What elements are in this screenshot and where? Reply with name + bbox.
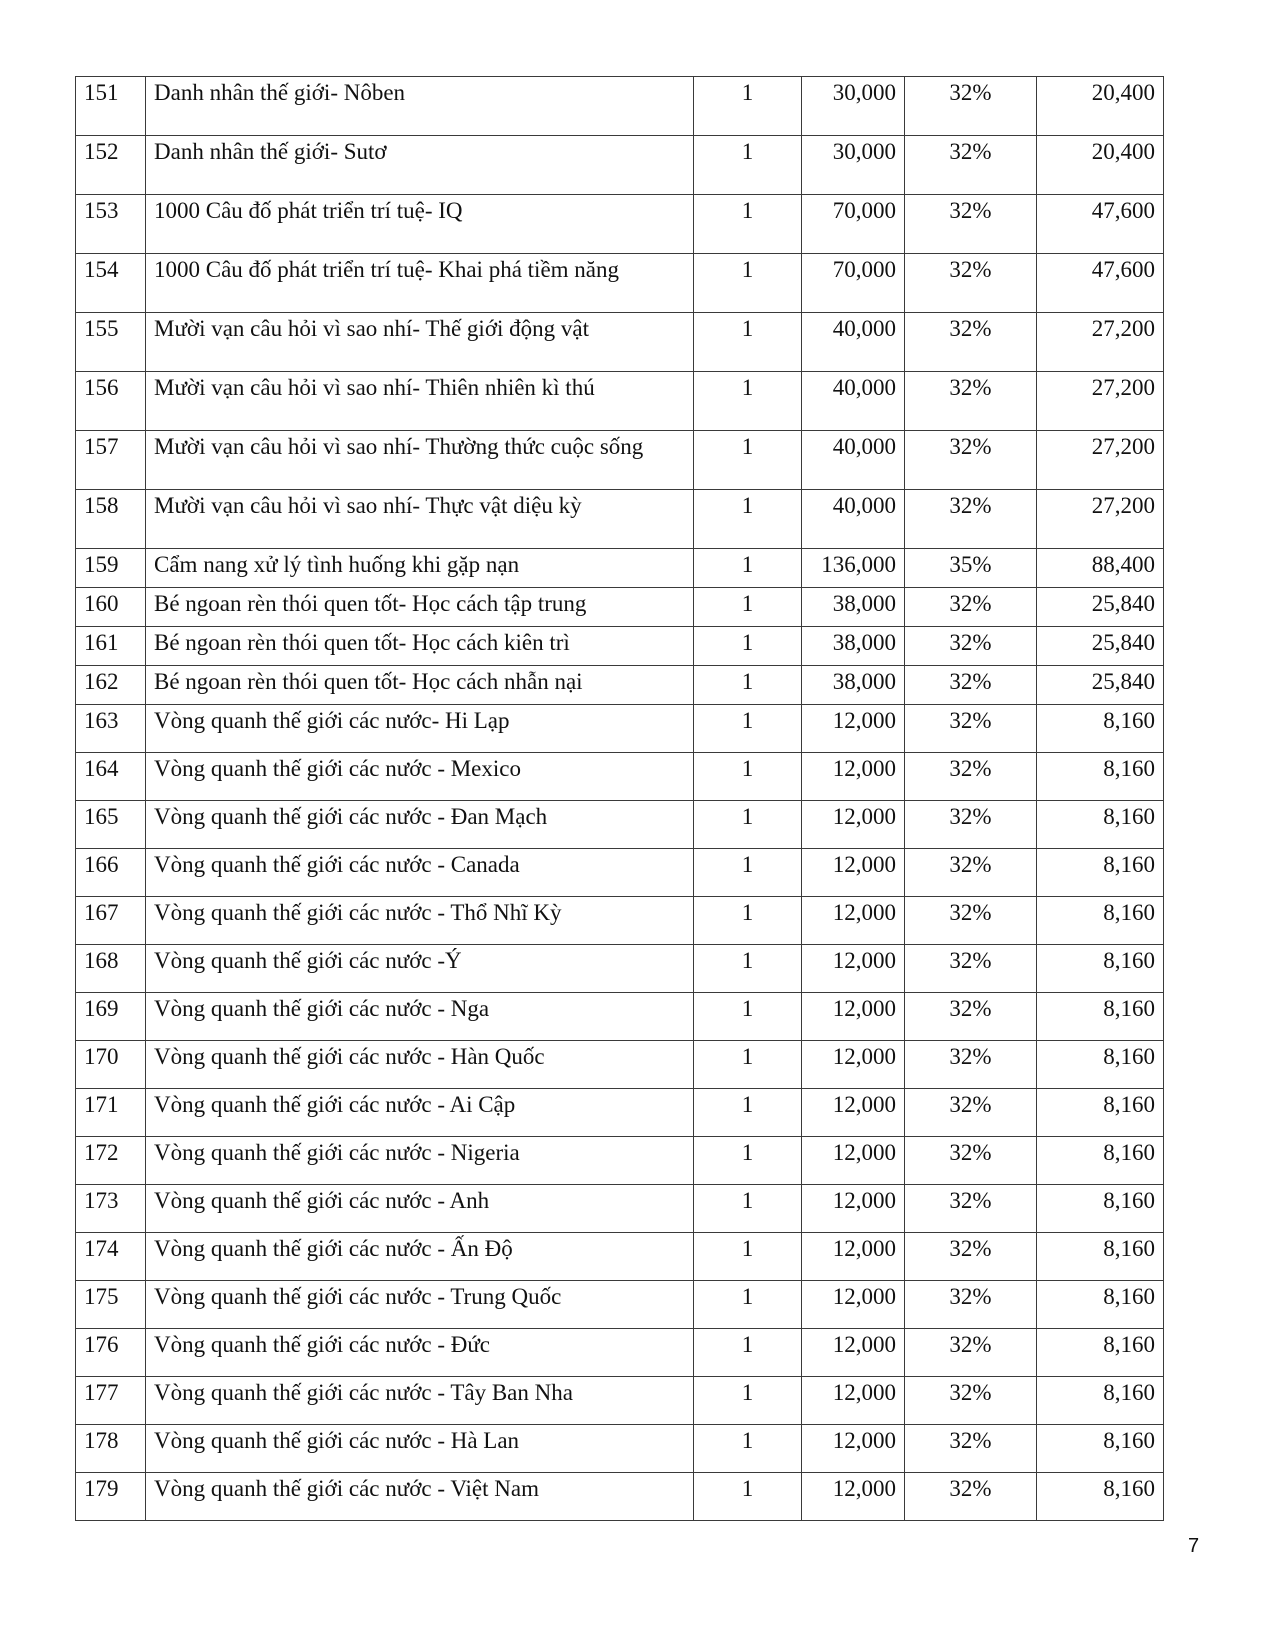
table-row	[76, 849, 1164, 897]
total-amount-cell: 8,160	[1037, 1233, 1164, 1281]
total-amount-cell: 25,840	[1037, 588, 1164, 627]
book-title-cell: Vòng quanh thế giới các nước - Anh	[146, 1185, 694, 1233]
table-row	[76, 372, 1164, 431]
book-title-cell: Bé ngoan rèn thói quen tốt- Học cách kiên trì	[146, 627, 694, 666]
quantity-cell: 1	[694, 945, 802, 993]
book-title-cell: Vòng quanh thế giới các nước - Hà Lan	[146, 1425, 694, 1473]
total-amount-cell: 8,160	[1037, 1329, 1164, 1377]
book-title-cell: Bé ngoan rèn thói quen tốt- Học cách nhẫn nại	[146, 666, 694, 705]
table-row	[76, 549, 1164, 588]
row-number-cell: 157	[76, 431, 146, 490]
table-row	[76, 1425, 1164, 1473]
row-number-cell: 167	[76, 897, 146, 945]
row-number-cell: 153	[76, 195, 146, 254]
quantity-cell: 1	[694, 254, 802, 313]
total-amount-cell: 27,200	[1037, 490, 1164, 549]
total-amount-cell: 8,160	[1037, 993, 1164, 1041]
discount-rate-cell: 32%	[905, 1425, 1037, 1473]
discount-rate-cell: 32%	[905, 1137, 1037, 1185]
discount-rate-cell: 32%	[905, 1089, 1037, 1137]
quantity-cell: 1	[694, 1041, 802, 1089]
quantity-cell: 1	[694, 1473, 802, 1521]
book-title-cell: 1000 Câu đố phát triển trí tuệ- IQ	[146, 195, 694, 254]
row-number-cell: 178	[76, 1425, 146, 1473]
total-amount-cell: 47,600	[1037, 195, 1164, 254]
table-row	[76, 431, 1164, 490]
table-row	[76, 627, 1164, 666]
book-title-cell: Mười vạn câu hỏi vì sao nhí- Thiên nhiên kì thú	[146, 372, 694, 431]
quantity-cell: 1	[694, 801, 802, 849]
total-amount-cell: 8,160	[1037, 945, 1164, 993]
unit-price-cell: 38,000	[802, 666, 905, 705]
book-title-cell: Vòng quanh thế giới các nước - Ấn Độ	[146, 1233, 694, 1281]
unit-price-cell: 12,000	[802, 993, 905, 1041]
quantity-cell: 1	[694, 195, 802, 254]
total-amount-cell: 8,160	[1037, 1041, 1164, 1089]
unit-price-cell: 12,000	[802, 1137, 905, 1185]
total-amount-cell: 27,200	[1037, 313, 1164, 372]
table-row	[76, 1089, 1164, 1137]
unit-price-cell: 12,000	[802, 1089, 905, 1137]
discount-rate-cell: 32%	[905, 753, 1037, 801]
unit-price-cell: 40,000	[802, 372, 905, 431]
table-row	[76, 588, 1164, 627]
unit-price-cell: 12,000	[802, 897, 905, 945]
quantity-cell: 1	[694, 136, 802, 195]
discount-rate-cell: 32%	[905, 627, 1037, 666]
discount-rate-cell: 35%	[905, 549, 1037, 588]
row-number-cell: 168	[76, 945, 146, 993]
book-title-cell: Danh nhân thế giới- Sutơ	[146, 136, 694, 195]
unit-price-cell: 12,000	[802, 1377, 905, 1425]
quantity-cell: 1	[694, 705, 802, 753]
discount-rate-cell: 32%	[905, 77, 1037, 136]
quantity-cell: 1	[694, 372, 802, 431]
unit-price-cell: 40,000	[802, 490, 905, 549]
table-row	[76, 897, 1164, 945]
table-row	[76, 1137, 1164, 1185]
total-amount-cell: 8,160	[1037, 1185, 1164, 1233]
book-title-cell: Bé ngoan rèn thói quen tốt- Học cách tập trung	[146, 588, 694, 627]
row-number-cell: 158	[76, 490, 146, 549]
book-price-table	[75, 76, 1164, 1521]
row-number-cell: 160	[76, 588, 146, 627]
discount-rate-cell: 32%	[905, 372, 1037, 431]
quantity-cell: 1	[694, 849, 802, 897]
discount-rate-cell: 32%	[905, 1041, 1037, 1089]
unit-price-cell: 12,000	[802, 849, 905, 897]
total-amount-cell: 8,160	[1037, 1377, 1164, 1425]
row-number-cell: 163	[76, 705, 146, 753]
table-row	[76, 1329, 1164, 1377]
total-amount-cell: 47,600	[1037, 254, 1164, 313]
table-row	[76, 945, 1164, 993]
table-row	[76, 1185, 1164, 1233]
unit-price-cell: 12,000	[802, 1425, 905, 1473]
quantity-cell: 1	[694, 588, 802, 627]
quantity-cell: 1	[694, 431, 802, 490]
quantity-cell: 1	[694, 1185, 802, 1233]
row-number-cell: 152	[76, 136, 146, 195]
book-title-cell: Vòng quanh thế giới các nước - Trung Quốc	[146, 1281, 694, 1329]
book-title-cell: Vòng quanh thế giới các nước - Tây Ban Nha	[146, 1377, 694, 1425]
quantity-cell: 1	[694, 753, 802, 801]
discount-rate-cell: 32%	[905, 897, 1037, 945]
row-number-cell: 159	[76, 549, 146, 588]
quantity-cell: 1	[694, 1329, 802, 1377]
discount-rate-cell: 32%	[905, 705, 1037, 753]
discount-rate-cell: 32%	[905, 588, 1037, 627]
discount-rate-cell: 32%	[905, 195, 1037, 254]
row-number-cell: 171	[76, 1089, 146, 1137]
table-row	[76, 254, 1164, 313]
unit-price-cell: 136,000	[802, 549, 905, 588]
quantity-cell: 1	[694, 549, 802, 588]
discount-rate-cell: 32%	[905, 1377, 1037, 1425]
table-row	[76, 136, 1164, 195]
unit-price-cell: 70,000	[802, 195, 905, 254]
discount-rate-cell: 32%	[905, 490, 1037, 549]
table-row	[76, 801, 1164, 849]
total-amount-cell: 27,200	[1037, 372, 1164, 431]
total-amount-cell: 8,160	[1037, 801, 1164, 849]
row-number-cell: 173	[76, 1185, 146, 1233]
unit-price-cell: 70,000	[802, 254, 905, 313]
quantity-cell: 1	[694, 993, 802, 1041]
table-row	[76, 1281, 1164, 1329]
quantity-cell: 1	[694, 490, 802, 549]
book-title-cell: Vòng quanh thế giới các nước- Hi Lạp	[146, 705, 694, 753]
quantity-cell: 1	[694, 1377, 802, 1425]
unit-price-cell: 12,000	[802, 1185, 905, 1233]
total-amount-cell: 8,160	[1037, 1425, 1164, 1473]
table-row	[76, 195, 1164, 254]
row-number-cell: 161	[76, 627, 146, 666]
table-row	[76, 1473, 1164, 1521]
book-title-cell: Vòng quanh thế giới các nước -Ý	[146, 945, 694, 993]
total-amount-cell: 8,160	[1037, 705, 1164, 753]
row-number-cell: 170	[76, 1041, 146, 1089]
discount-rate-cell: 32%	[905, 313, 1037, 372]
table-row	[76, 753, 1164, 801]
total-amount-cell: 8,160	[1037, 753, 1164, 801]
quantity-cell: 1	[694, 666, 802, 705]
discount-rate-cell: 32%	[905, 1185, 1037, 1233]
table-row	[76, 1377, 1164, 1425]
row-number-cell: 156	[76, 372, 146, 431]
table-row	[76, 705, 1164, 753]
row-number-cell: 162	[76, 666, 146, 705]
discount-rate-cell: 32%	[905, 945, 1037, 993]
row-number-cell: 169	[76, 993, 146, 1041]
discount-rate-cell: 32%	[905, 1329, 1037, 1377]
row-number-cell: 177	[76, 1377, 146, 1425]
unit-price-cell: 30,000	[802, 136, 905, 195]
table-row	[76, 1041, 1164, 1089]
total-amount-cell: 8,160	[1037, 1473, 1164, 1521]
quantity-cell: 1	[694, 1281, 802, 1329]
table-row	[76, 77, 1164, 136]
book-title-cell: Vòng quanh thế giới các nước - Đan Mạch	[146, 801, 694, 849]
quantity-cell: 1	[694, 1137, 802, 1185]
table-row	[76, 993, 1164, 1041]
quantity-cell: 1	[694, 1089, 802, 1137]
total-amount-cell: 88,400	[1037, 549, 1164, 588]
row-number-cell: 174	[76, 1233, 146, 1281]
page-number: 7	[1188, 1535, 1200, 1557]
book-title-cell: Mười vạn câu hỏi vì sao nhí- Thường thức cuộc sống	[146, 431, 694, 490]
quantity-cell: 1	[694, 1425, 802, 1473]
book-title-cell: Vòng quanh thế giới các nước - Hàn Quốc	[146, 1041, 694, 1089]
row-number-cell: 164	[76, 753, 146, 801]
unit-price-cell: 38,000	[802, 627, 905, 666]
unit-price-cell: 12,000	[802, 1233, 905, 1281]
book-title-cell: 1000 Câu đố phát triển trí tuệ- Khai phá tiềm năng	[146, 254, 694, 313]
quantity-cell: 1	[694, 1233, 802, 1281]
book-title-cell: Vòng quanh thế giới các nước - Việt Nam	[146, 1473, 694, 1521]
book-title-cell: Cẩm nang xử lý tình huống khi gặp nạn	[146, 549, 694, 588]
total-amount-cell: 25,840	[1037, 666, 1164, 705]
quantity-cell: 1	[694, 627, 802, 666]
row-number-cell: 155	[76, 313, 146, 372]
row-number-cell: 175	[76, 1281, 146, 1329]
book-title-cell: Mười vạn câu hỏi vì sao nhí- Thực vật diệu kỳ	[146, 490, 694, 549]
row-number-cell: 179	[76, 1473, 146, 1521]
book-title-cell: Vòng quanh thế giới các nước - Ai Cập	[146, 1089, 694, 1137]
total-amount-cell: 8,160	[1037, 1089, 1164, 1137]
discount-rate-cell: 32%	[905, 254, 1037, 313]
total-amount-cell: 20,400	[1037, 77, 1164, 136]
unit-price-cell: 40,000	[802, 431, 905, 490]
row-number-cell: 151	[76, 77, 146, 136]
quantity-cell: 1	[694, 77, 802, 136]
table-row	[76, 1233, 1164, 1281]
book-title-cell: Danh nhân thế giới- Nôben	[146, 77, 694, 136]
unit-price-cell: 38,000	[802, 588, 905, 627]
unit-price-cell: 12,000	[802, 753, 905, 801]
quantity-cell: 1	[694, 313, 802, 372]
total-amount-cell: 8,160	[1037, 849, 1164, 897]
book-title-cell: Vòng quanh thế giới các nước - Nga	[146, 993, 694, 1041]
unit-price-cell: 12,000	[802, 705, 905, 753]
discount-rate-cell: 32%	[905, 1233, 1037, 1281]
unit-price-cell: 12,000	[802, 945, 905, 993]
unit-price-cell: 12,000	[802, 1281, 905, 1329]
unit-price-cell: 12,000	[802, 801, 905, 849]
total-amount-cell: 25,840	[1037, 627, 1164, 666]
total-amount-cell: 20,400	[1037, 136, 1164, 195]
discount-rate-cell: 32%	[905, 801, 1037, 849]
book-title-cell: Vòng quanh thế giới các nước - Thổ Nhĩ Kỳ	[146, 897, 694, 945]
discount-rate-cell: 32%	[905, 136, 1037, 195]
total-amount-cell: 8,160	[1037, 897, 1164, 945]
table-body	[76, 77, 1164, 1521]
unit-price-cell: 12,000	[802, 1329, 905, 1377]
discount-rate-cell: 32%	[905, 666, 1037, 705]
table-row	[76, 666, 1164, 705]
unit-price-cell: 40,000	[802, 313, 905, 372]
book-title-cell: Vòng quanh thế giới các nước - Canada	[146, 849, 694, 897]
discount-rate-cell: 32%	[905, 1473, 1037, 1521]
row-number-cell: 165	[76, 801, 146, 849]
total-amount-cell: 27,200	[1037, 431, 1164, 490]
row-number-cell: 166	[76, 849, 146, 897]
table-row	[76, 313, 1164, 372]
quantity-cell: 1	[694, 897, 802, 945]
discount-rate-cell: 32%	[905, 993, 1037, 1041]
total-amount-cell: 8,160	[1037, 1137, 1164, 1185]
row-number-cell: 172	[76, 1137, 146, 1185]
discount-rate-cell: 32%	[905, 1281, 1037, 1329]
table-row	[76, 490, 1164, 549]
row-number-cell: 154	[76, 254, 146, 313]
unit-price-cell: 12,000	[802, 1041, 905, 1089]
book-title-cell: Vòng quanh thế giới các nước - Nigeria	[146, 1137, 694, 1185]
total-amount-cell: 8,160	[1037, 1281, 1164, 1329]
unit-price-cell: 12,000	[802, 1473, 905, 1521]
unit-price-cell: 30,000	[802, 77, 905, 136]
book-title-cell: Vòng quanh thế giới các nước - Mexico	[146, 753, 694, 801]
discount-rate-cell: 32%	[905, 849, 1037, 897]
row-number-cell: 176	[76, 1329, 146, 1377]
book-title-cell: Mười vạn câu hỏi vì sao nhí- Thế giới động vật	[146, 313, 694, 372]
book-title-cell: Vòng quanh thế giới các nước - Đức	[146, 1329, 694, 1377]
discount-rate-cell: 32%	[905, 431, 1037, 490]
